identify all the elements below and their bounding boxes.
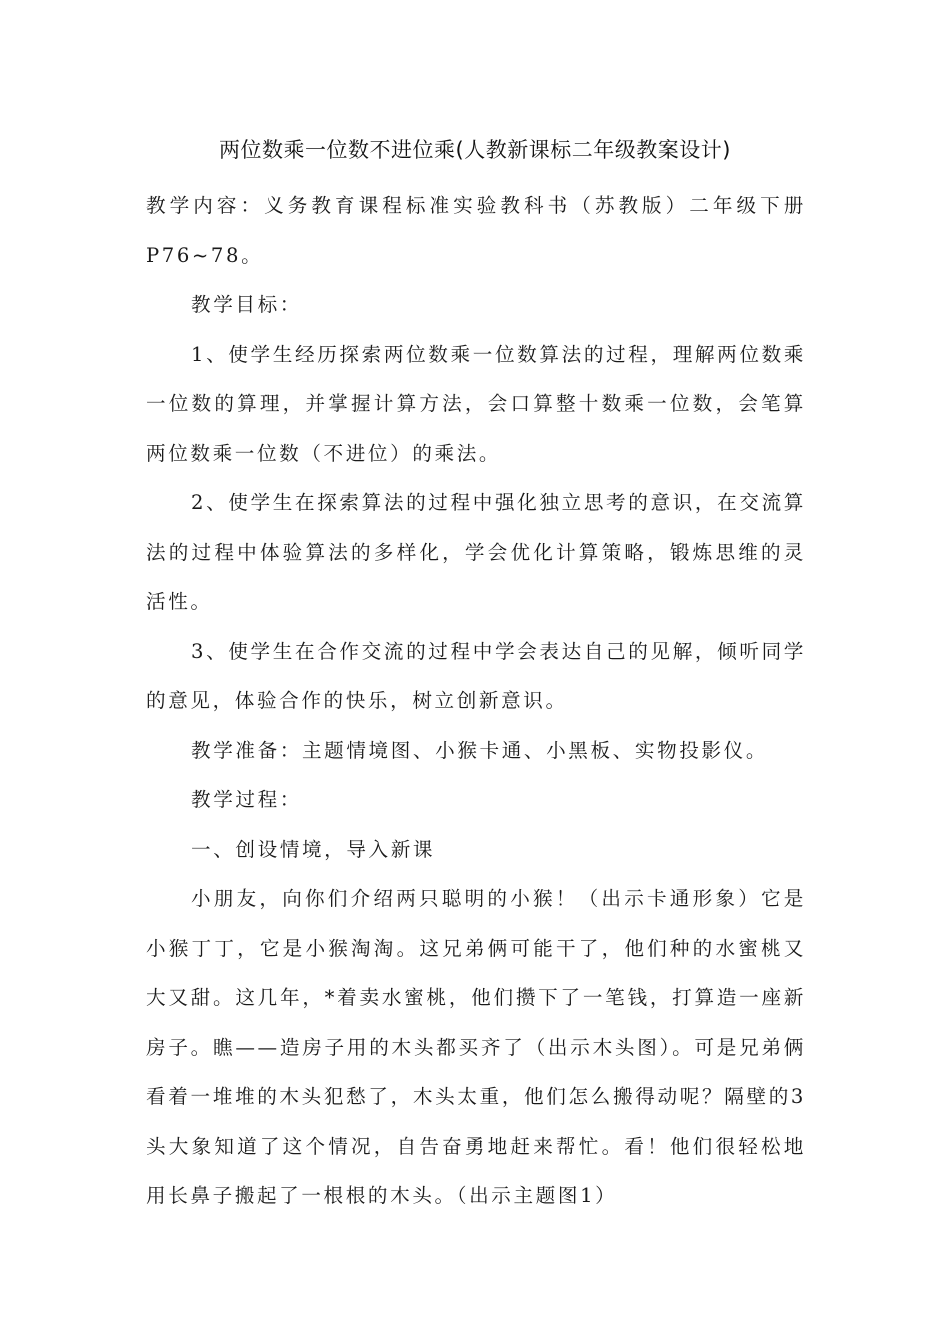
- paragraph-goal-2: 2、使学生在探索算法的过程中强化独立思考的意识，在交流算法的过程中体验算法的多样化，学会优化计算策略，锻炼思维的灵活性。: [146, 491, 806, 613]
- document-body: [146, 181, 806, 1221]
- paragraph-story-intro: 小朋友，向你们介绍两只聪明的小猴！（出示卡通形象）它是小猴丁丁，它是小猴淘淘。这兄弟俩可能干了，他们种的水蜜桃又大又甜。这几年，*着卖水蜜桃，他们攒下了一笔钱，打算造一座新房子。瞧——造房子用的木头都买齐了（出示木头图）。可是兄弟俩看着一堆堆的木头犯愁了，木头太重，他们怎么搬得动呢？隔壁的3头大象知道了这个情况，自告奋勇地赶来帮忙。看！他们很轻松地用长鼻子搬起了一根根的木头。（出示主题图1）: [146, 887, 806, 1207]
- paragraph-teaching-process-heading: 教学过程：: [191, 788, 302, 811]
- document-title: 两位数乘一位数不进位乘(人教新课标二年级教案设计): [219, 138, 731, 162]
- paragraph-teaching-preparation: 教学准备：主题情境图、小猴卡通、小黑板、实物投影仪。: [191, 738, 769, 762]
- paragraph-teaching-content: 教学内容：义务教育课程标准实验教科书（苏教版）二年级下册P76~78。: [146, 194, 806, 267]
- paragraph-section-1-heading: 一、创设情境，导入新课: [191, 837, 436, 861]
- paragraph-goal-1: 1、使学生经历探索两位数乘一位数算法的过程，理解两位数乘一位数的算理，并掌握计算方法，会口算整十数乘一位数，会笔算两位数乘一位数（不进位）的乘法。: [146, 342, 806, 465]
- paragraph-goal-3: 3、使学生在合作交流的过程中学会表达自己的见解，倾听同学的意见，体验合作的快乐，树立创新意识。: [146, 639, 806, 712]
- paragraph-teaching-goals-heading: 教学目标：: [191, 293, 302, 316]
